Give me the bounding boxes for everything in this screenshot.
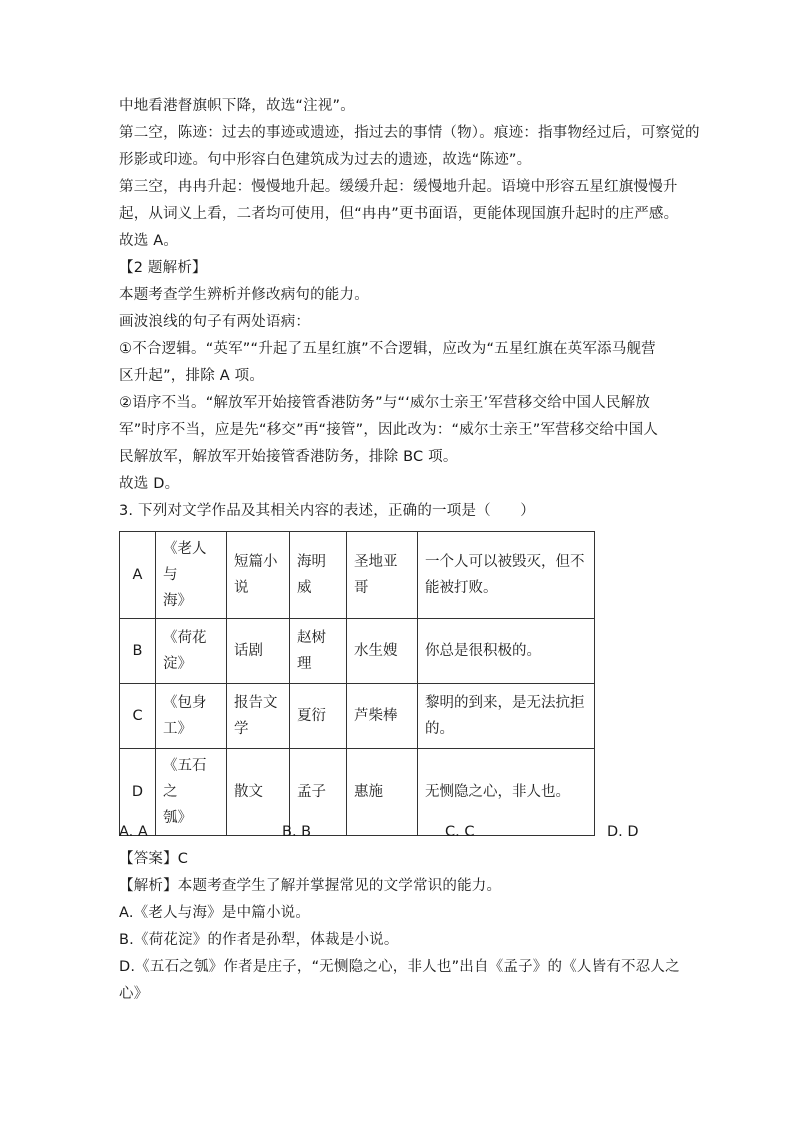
table-row	[120, 619, 595, 684]
genre-cell: 短篇小 说	[227, 532, 290, 619]
paragraph-line: 起，从词义上看，二者均可使用，但“冉冉”更书面语，更能体现国旗升起时的庄严感。	[119, 206, 679, 222]
author-cell: 海明 威	[290, 532, 347, 619]
character-cell: 水生嫂	[347, 619, 418, 684]
table-row	[120, 532, 595, 619]
author-cell: 夏衍	[290, 684, 347, 749]
row-letter: A	[120, 532, 156, 619]
work-cell: 《五石之 瓠》	[156, 749, 227, 836]
option-c: C. C	[445, 824, 475, 840]
section-heading: 【2 题解析】	[119, 260, 207, 276]
quote-cell: 黎明的到来，是无法抗拒 的。	[418, 684, 595, 749]
analysis-line: 心》	[119, 986, 149, 1002]
quote-cell: 无恻隐之心，非人也。	[418, 749, 595, 836]
row-letter: B	[120, 619, 156, 684]
genre-cell: 话剧	[227, 619, 290, 684]
paragraph-line: 民解放军，解放军开始接管香港防务，排除 BC 项。	[119, 449, 458, 465]
paragraph-line: 形影或印迹。句中形容白色建筑成为过去的遗迹，故选“陈迹”。	[119, 152, 532, 168]
table-row	[120, 684, 595, 749]
paragraph-line: 军”时序不当，应是先“移交”再“接管”，因此改为：“威尔士亲王”军营移交给中国人	[119, 422, 659, 438]
paragraph-line: 故选 A。	[119, 233, 179, 249]
paragraph-line: ①不合逻辑。“英军”“升起了五星红旗”不合逻辑，应改为“五星红旗在英军添马舰营	[119, 341, 656, 357]
character-cell: 芦柴棒	[347, 684, 418, 749]
option-d: D. D	[607, 824, 639, 840]
analysis-line: A.《老人与海》是中篇小说。	[119, 905, 311, 921]
character-cell: 惠施	[347, 749, 418, 836]
quote-cell: 你总是很积极的。	[418, 619, 595, 684]
character-cell: 圣地亚 哥	[347, 532, 418, 619]
row-letter: D	[120, 749, 156, 836]
literature-table	[119, 531, 595, 836]
analysis-line: D.《五石之瓠》作者是庄子，“无恻隐之心，非人也”出自《孟子》的《人皆有不忍人之	[119, 959, 680, 975]
paragraph-line: 第二空，陈迹：过去的事迹或遗迹，指过去的事情（物）。痕迹：指事物经过后，可察觉的	[119, 125, 700, 141]
option-b: B. B	[282, 824, 312, 840]
work-cell: 《荷花 淀》	[156, 619, 227, 684]
work-cell: 《包身 工》	[156, 684, 227, 749]
answer-line: 【答案】C	[119, 851, 189, 867]
row-letter: C	[120, 684, 156, 749]
genre-cell: 报告文 学	[227, 684, 290, 749]
analysis-line: B.《荷花淀》的作者是孙犁，体裁是小说。	[119, 932, 399, 948]
quote-cell: 一个人可以被毁灭，但不 能被打败。	[418, 532, 595, 619]
author-cell: 孟子	[290, 749, 347, 836]
paragraph-line: 故选 D。	[119, 476, 180, 492]
question-stem: 3. 下列对文学作品及其相关内容的表述，正确的一项是（ ）	[119, 503, 535, 519]
work-cell: 《老人与 海》	[156, 532, 227, 619]
analysis-line: 【解析】本题考查学生了解并掌握常见的文学常识的能力。	[119, 878, 502, 894]
paragraph-line: 本题考查学生辨析并修改病句的能力。	[119, 287, 369, 303]
genre-cell: 散文	[227, 749, 290, 836]
paragraph-line: 区升起”，排除 A 项。	[119, 368, 265, 384]
paragraph-line: ②语序不当。“解放军开始接管香港防务”与“‘威尔士亲王’军营移交给中国人民解放	[119, 395, 651, 411]
option-a: A. A	[119, 824, 148, 840]
paragraph-line: 第三空，冉冉升起：慢慢地升起。缓缓升起：缓慢地升起。语境中形容五星红旗慢慢升	[119, 179, 678, 195]
paragraph-line: 画波浪线的句子有两处语病：	[119, 314, 311, 330]
paragraph-line: 中地看港督旗帜下降，故选“注视”。	[119, 98, 355, 114]
table-row	[120, 749, 595, 836]
author-cell: 赵树 理	[290, 619, 347, 684]
